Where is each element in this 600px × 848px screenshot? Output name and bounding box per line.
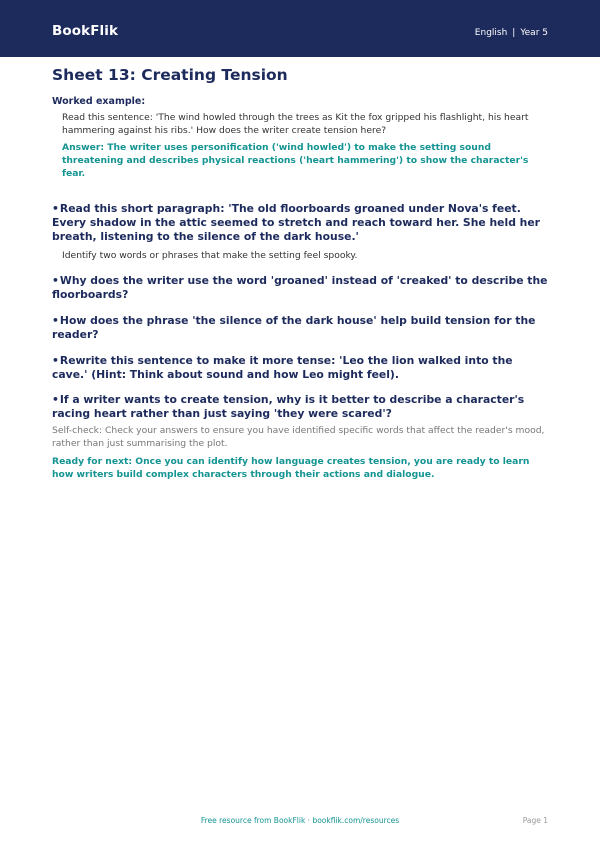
page-header (0, 0, 600, 57)
subject-label: English (474, 28, 508, 38)
question-2 (52, 274, 549, 302)
year-label: Year 5 (520, 28, 548, 38)
footer-credit: Free resource from BookFlik · bookflik.com/resources (200, 816, 400, 825)
bullet-glyph: • (52, 274, 59, 287)
brand-logo: BookFlik (52, 23, 119, 39)
worked-example-label: Worked example: (52, 96, 146, 107)
question-1-instruction: Identify two words or phrases that make the setting feel spooky. (62, 250, 358, 261)
bullet-glyph: • (52, 202, 59, 215)
worked-example-text: Read this sentence: 'The wind howled through the trees as Kit the fox gripped his flashlight, his heart hammering against his ribs.' How does the writer create tension here? (62, 112, 529, 136)
self-check-note: Self-check: Check your answers to ensure you have identified specific words that affect the reader's mood, rather than just summarising the plot. (52, 425, 545, 449)
bullet-glyph: • (52, 354, 59, 367)
meta-separator: | (512, 28, 516, 38)
worked-example-answer: Answer: The writer uses personification ('wind howled') to make the setting sound threatening and describes physical reactions ('heart hammering') to show the character's fear. (62, 142, 529, 179)
page-number: Page 1 (522, 816, 548, 825)
question-text: Why does the writer use the word 'groaned' instead of 'creaked' to describe the floorboards? (52, 274, 548, 301)
question-5 (52, 393, 549, 421)
page-title: Sheet 13: Creating Tension (52, 66, 288, 84)
question-4 (52, 354, 549, 382)
question-1 (52, 202, 549, 244)
question-text: If a writer wants to create tension, why is it better to describe a character's racing heart rather than just saying 'they were scared'? (52, 393, 525, 420)
question-text: Read this short paragraph: 'The old floorboards groaned under Nova's feet. Every shadow in the attic seemed to stretch and reach toward her. She held her breath, listening to the silence of the dark house.' (52, 202, 541, 243)
worksheet-content (52, 64, 549, 481)
question-text: Rewrite this sentence to make it more tense: 'Leo the lion walked into the cave.' (Hint: Think about sound and how Leo might feel). (52, 354, 513, 381)
bullet-glyph: • (52, 314, 59, 327)
header-meta (475, 28, 548, 38)
question-text: How does the phrase 'the silence of the dark house' help build tension for the reader? (52, 314, 536, 341)
question-3 (52, 314, 549, 342)
ready-for-next-note: Ready for next: Once you can identify how language creates tension, you are ready to learn how writers build complex characters through their actions and dialogue. (52, 456, 530, 480)
bullet-glyph: • (52, 393, 59, 406)
